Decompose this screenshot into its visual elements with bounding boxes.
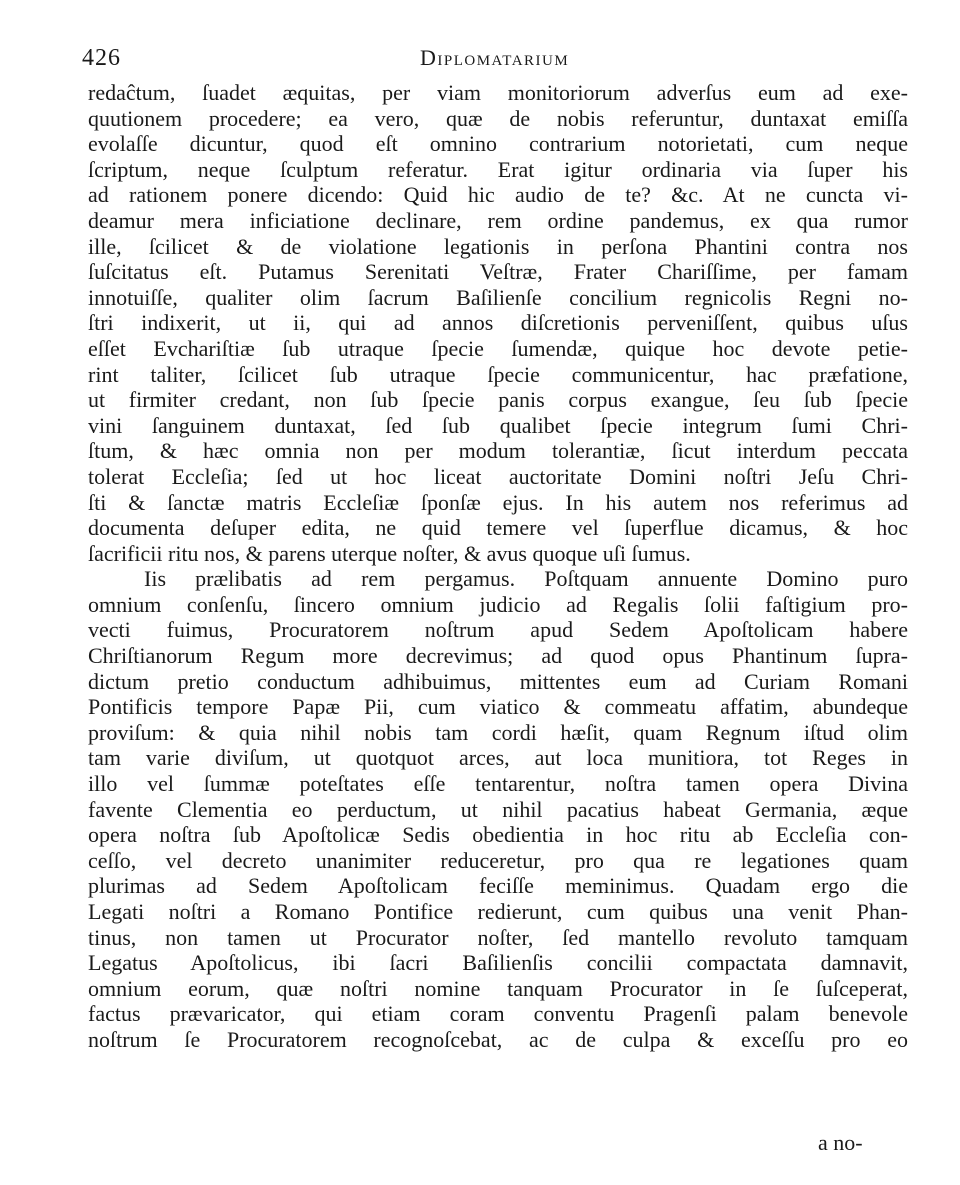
- text-line: ſtum, & hæc omnia non per modum tolerantiæ, ſicut interdum peccata: [88, 438, 908, 464]
- text-line: redaĉtum, ſuadet æquitas, per viam monitoriorum adverſus eum ad exe-: [88, 80, 908, 105]
- text-line: noſtrum ſe Procuratorem recognoſcebat, ac de culpa & exceſſu pro eo: [88, 1026, 908, 1052]
- text-line: ſti & ſanctæ matris Eccleſiæ ſponſæ ejus. In his autem nos referimus ad: [88, 489, 908, 515]
- running-head: Diplomatarium: [420, 45, 570, 70]
- text-line: proviſum: & quia nihil nobis tam cordi hæſit, quam Regnum iſtud olim: [88, 719, 908, 745]
- text-line: ſuſcitatus eſt. Putamus Serenitati Veſtræ, Frater Chariſſime, per famam: [88, 259, 908, 285]
- text-line: evolaſſe dicuntur, quod eſt omnino contrarium notorietati, cum neque: [88, 131, 908, 157]
- text-line: ille, ſcilicet & de violatione legationis in perſona Phantini contra nos: [88, 233, 908, 259]
- text-line: Pontificis tempore Papæ Pii, cum viatico & commeatu affatim, abundeque: [88, 694, 908, 720]
- text-line: opera noſtra ſub Apoſtolicæ Sedis obedientia in hoc ritu ab Eccleſia con-: [88, 822, 908, 848]
- text-line: Chriſtianorum Regum more decrevimus; ad quod opus Phantinum ſupra-: [88, 643, 908, 669]
- body-text: [88, 80, 908, 1053]
- text-line: factus prævaricator, qui etiam coram conventu Pragenſi palam benevole: [88, 1001, 908, 1027]
- text-line: documenta deſuper edita, ne quid temere vel ſuperflue dicamus, & hoc: [88, 515, 908, 541]
- text-line: quutionem procedere; ea vero, quæ de nobis referuntur, duntaxat emiſſa: [88, 105, 908, 131]
- text-line: ceſſo, vel decreto unanimiter reduceretur, pro qua re legationes quam: [88, 847, 908, 873]
- text-line: rint taliter, ſcilicet ſub utraque ſpecie communicentur, hac præfatione,: [88, 361, 908, 387]
- text-line: tolerat Eccleſia; ſed ut hoc liceat auctoritate Domini noſtri Jeſu Chri-: [88, 463, 908, 489]
- text-line: deamur mera inficiatione declinare, rem ordine pandemus, ex qua rumor: [88, 207, 908, 233]
- text-line: ſcriptum, neque ſculptum referatur. Erat igitur ordinaria via ſuper his: [88, 156, 908, 182]
- text-line: vini ſanguinem duntaxat, ſed ſub qualibet ſpecie integrum ſumi Chri-: [88, 412, 908, 438]
- text-line: plurimas ad Sedem Apoſtolicam feciſſe meminimus. Quadam ergo die: [88, 873, 908, 899]
- text-line: favente Clementia eo perductum, ut nihil pacatius habeat Germania, æque: [88, 796, 908, 822]
- text-line: Iis prælibatis ad rem pergamus. Poſtquam annuente Domino puro: [144, 566, 908, 592]
- text-line: Legati noſtri a Romano Pontifice redierunt, cum quibus una venit Phan-: [88, 899, 908, 924]
- text-line: omnium eorum, quæ noſtri nomine tanquam Procurator in ſe ſuſceperat,: [88, 975, 908, 1001]
- text-line: eſſet Evchariſtiæ ſub utraque ſpecie ſumendæ, quique hoc devote petie-: [88, 335, 908, 361]
- text-line: ut firmiter credant, non ſub ſpecie panis corpus exangue, ſeu ſub ſpecie: [88, 387, 908, 413]
- text-line: innotuiſſe, qualiter olim ſacrum Baſilienſe concilium regnicolis Regni no-: [88, 284, 908, 310]
- text-line: vecti fuimus, Procuratorem noſtrum apud Sedem Apoſtolicam habere: [88, 617, 908, 643]
- text-line: ſtri indixerit, ut ii, qui ad annos diſcretionis perveniſſent, quibus uſus: [88, 310, 908, 336]
- page-number: 426: [82, 45, 121, 71]
- text-line: omnium conſenſu, ſincero omnium judicio ad Regalis ſolii faſtigium pro-: [88, 591, 908, 617]
- catchword: a no-: [818, 1130, 863, 1155]
- text-line: illo vel ſummæ poteſtates eſſe tentarentur, noſtra tamen opera Divina: [88, 771, 908, 797]
- text-line: dictum pretio conductum adhibuimus, mittentes eum ad Curiam Romani: [88, 668, 908, 694]
- text-line: tam varie diviſum, ut quotquot arces, aut loca munitiora, tot Reges in: [88, 745, 908, 771]
- text-line: tinus, non tamen ut Procurator noſter, ſed mantello revoluto tamquam: [88, 924, 908, 950]
- text-line: ad rationem ponere dicendo: Quid hic audio de te? &c. At ne cuncta vi-: [88, 182, 908, 208]
- text-line: ſacrificii ritu nos, & parens uterque noſter, & avus quoque uſi ſumus.: [88, 540, 691, 566]
- text-line: Legatus Apoſtolicus, ibi ſacri Baſilienſis concilii compactata damnavit,: [88, 950, 908, 976]
